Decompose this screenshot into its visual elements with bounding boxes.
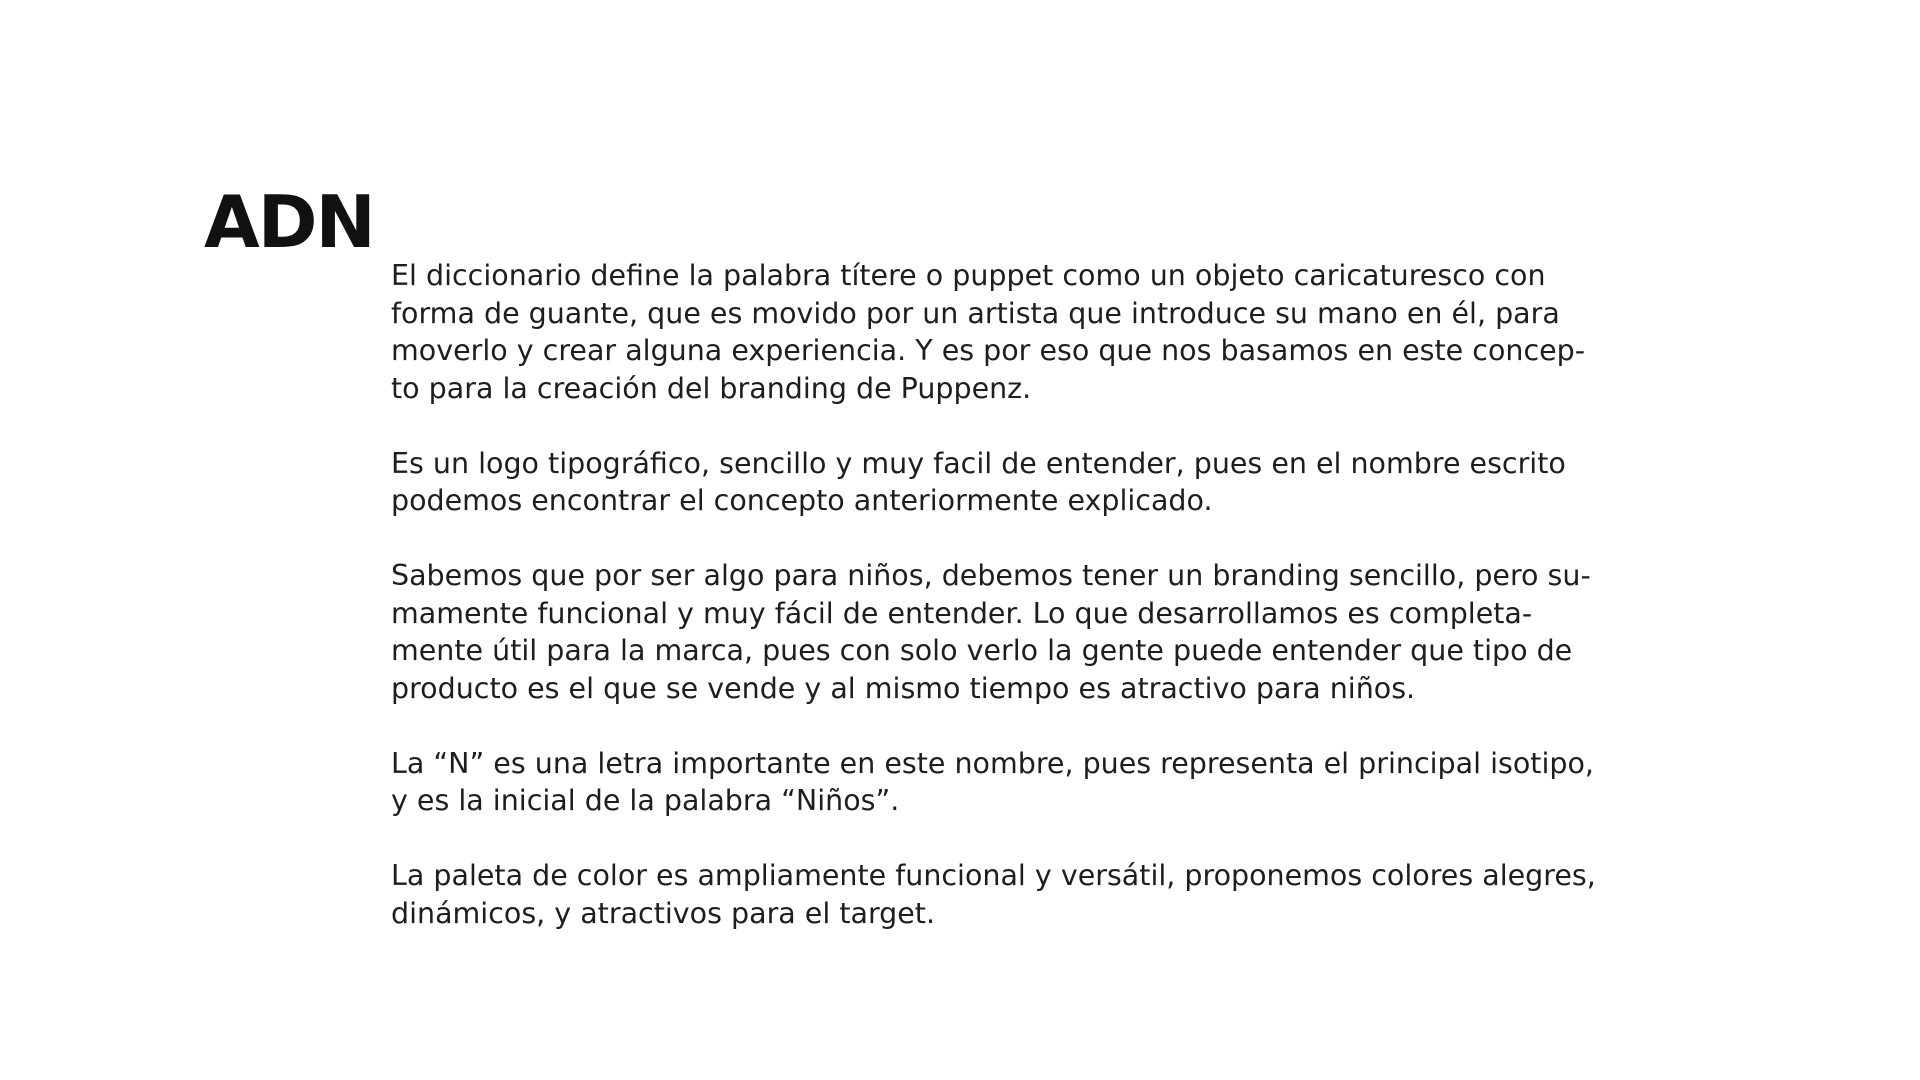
page-title: ADN xyxy=(204,180,374,264)
paragraph-line: El diccionario define la palabra títere o puppet como un objeto caricaturesco con xyxy=(391,259,1546,292)
paragraph-line: podemos encontrar el concepto anteriormente explicado. xyxy=(391,484,1213,517)
paragraph-2 xyxy=(391,445,1711,520)
paragraph-line: dinámicos, y atractivos para el target. xyxy=(391,896,936,930)
paragraph-line: mente útil para la marca, pues con solo verlo la gente puede entender que tipo de xyxy=(391,634,1573,667)
paragraph-line: y es la inicial de la palabra “Niños”. xyxy=(391,784,900,817)
paragraph-line: forma de guante, que es movido por un artista que introduce su mano en él, para xyxy=(391,296,1560,330)
paragraph-1 xyxy=(391,257,1711,407)
paragraph-3 xyxy=(391,557,1711,707)
paragraph-line: to para la creación del branding de Puppenz. xyxy=(391,371,1032,405)
paragraph-line: moverlo y crear alguna experiencia. Y es por eso que nos basamos en este concep- xyxy=(391,334,1586,367)
paragraph-line: Es un logo tipográfico, sencillo y muy facil de entender, pues en el nombre escrito xyxy=(391,446,1566,480)
paragraph-line: mamente funcional y muy fácil de entender. Lo que desarrollamos es completa- xyxy=(391,596,1533,630)
paragraph-4 xyxy=(391,745,1711,820)
paragraph-line: Sabemos que por ser algo para niños, debemos tener un branding sencillo, pero su- xyxy=(391,559,1591,592)
paragraph-line: La “N” es una letra importante en este nombre, pues representa el principal isotipo, xyxy=(391,746,1594,780)
paragraph-5 xyxy=(391,857,1711,932)
paragraph-line: La paleta de color es ampliamente funcional y versátil, proponemos colores alegres, xyxy=(391,859,1596,892)
body-text xyxy=(391,257,1711,970)
paragraph-line: producto es el que se vende y al mismo tiempo es atractivo para niños. xyxy=(391,671,1416,705)
